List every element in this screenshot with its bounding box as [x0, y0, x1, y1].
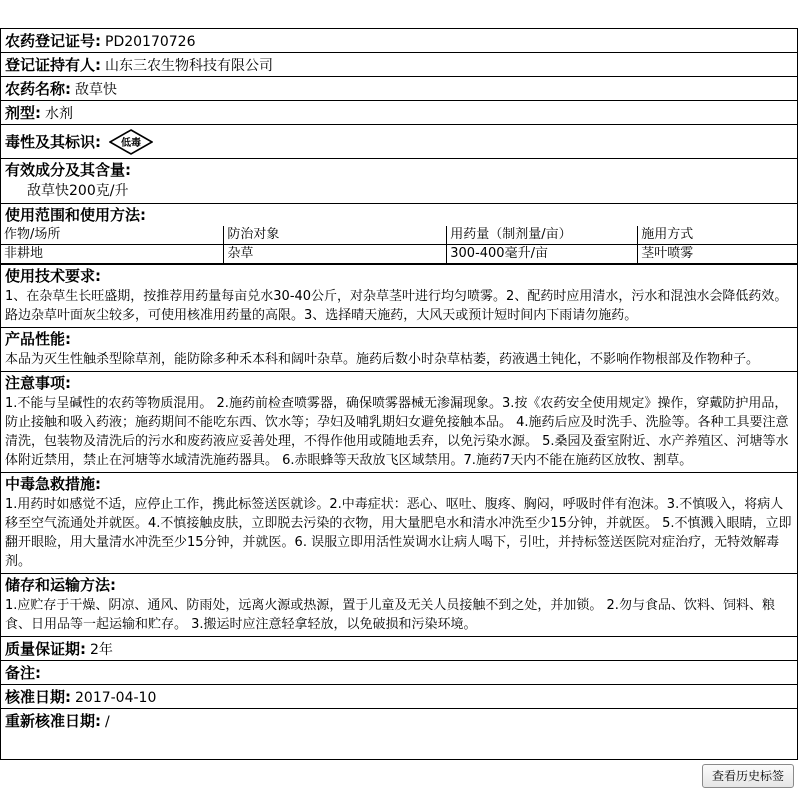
reapproval-value: /: [105, 714, 110, 730]
reg-no-value: PD20170726: [105, 34, 196, 50]
view-history-label-button[interactable]: 查看历史标签: [702, 764, 794, 788]
approval-label: 核准日期:: [5, 688, 71, 706]
storage-text: 1.应贮存于干燥、阴凉、通风、防雨处，远离火源或热源，置于儿童及无关人员接触不到之处，并加锁。 2.勿与食品、饮料、饲料、粮食、日用品等一起运输和贮存。 3.搬运时应注意轻拿轻放，以免破损和污染环境。: [5, 598, 775, 632]
usage-header-cell: 防治对象: [224, 226, 447, 245]
table-row: [1, 245, 797, 264]
name-row: [1, 77, 797, 101]
approval-value: 2017-04-10: [75, 690, 157, 706]
storage-label: 储存和运输方法:: [5, 576, 116, 594]
toxicity-label: 毒性及其标识:: [5, 133, 101, 151]
remarks-row: [1, 661, 797, 685]
ingredients-section: [1, 159, 797, 204]
performance-section: [1, 328, 797, 372]
usage-header-row: [1, 226, 797, 245]
warranty-row: [1, 637, 797, 661]
firstaid-section: [1, 473, 797, 574]
notes-text: 1.不能与呈碱性的农药等物质混用。 2.施药前检查喷雾器，确保喷雾器械无渗漏现象。3.按《农药安全使用规定》操作，穿戴防护用品，防止接触和吸入药液；施药期间不能吃东西、饮水等；孕妇及哺乳期妇女避免接触本品。 4.施药后应及时洗手、洗脸等。各种工具要注意清洗，包装物及清洗后的污水和废药液应妥善处理，不得作他用或随地丢弃，以免污染水源。 5.桑园及蚕室附近、水产养殖区、河塘等水体附近禁用，禁止在河塘等水域清洗施药器具。 6.赤眼蜂等天敌放飞区域禁用。7.施药7天内不能在施药区放牧、割草。: [5, 396, 789, 468]
usage-cell-method: 茎叶喷雾: [638, 245, 797, 264]
performance-label: 产品性能:: [5, 330, 71, 348]
performance-text: 本品为灭生性触杀型除草剂，能防除多种禾本科和阔叶杂草。施药后数小时杂草枯萎，药液遇土钝化，不影响作物根部及作物种子。: [5, 352, 760, 367]
approval-row: [1, 685, 797, 709]
holder-row: [1, 53, 797, 77]
reg-no-label: 农药登记证号:: [5, 32, 101, 50]
usage-header-cell: 施用方式: [638, 226, 797, 245]
usage-cell-crop: 非耕地: [1, 245, 224, 264]
ingredients-label: 有效成分及其含量:: [5, 161, 131, 179]
notes-section: [1, 372, 797, 473]
reapproval-label: 重新核准日期:: [5, 712, 101, 730]
warranty-label: 质量保证期:: [5, 640, 86, 658]
usage-header-cell: 用药量（制剂量/亩）: [447, 226, 638, 245]
holder-label: 登记证持有人:: [5, 56, 101, 74]
storage-section: [1, 574, 797, 637]
toxicity-badge-text: 低毒: [121, 137, 141, 149]
ingredients-value: 敌草快200克/升: [27, 183, 129, 199]
name-label: 农药名称:: [5, 80, 71, 98]
tech-text: 1、在杂草生长旺盛期，按推荐用药量每亩兑水30-40公斤，对杂草茎叶进行均匀喷雾。2、配药时应用清水，污水和混浊水会降低药效。路边杂草叶面灰尘较多，可使用核准用药量的高限。3、选择晴天施药，大风天或预计短时间内下雨请勿施药。: [5, 289, 788, 323]
formulation-label: 剂型:: [5, 104, 41, 122]
label-panel: [0, 28, 798, 760]
warranty-value: 2年: [90, 642, 113, 658]
usage-header-cell: 作物/场所: [1, 226, 224, 245]
usage-label: 使用范围和使用方法:: [5, 206, 146, 224]
usage-cell-target: 杂草: [224, 245, 447, 264]
tech-section: [1, 265, 797, 328]
reg-no-row: [1, 29, 797, 53]
low-toxicity-icon: [109, 129, 153, 155]
notes-label: 注意事项:: [5, 374, 71, 392]
formulation-row: [1, 101, 797, 125]
remarks-label: 备注:: [5, 664, 41, 682]
reapproval-row: [1, 709, 797, 733]
toxicity-row: [1, 125, 797, 159]
usage-table: [1, 226, 797, 264]
formulation-value: 水剂: [45, 106, 73, 122]
tech-label: 使用技术要求:: [5, 267, 101, 285]
usage-cell-dosage: 300-400毫升/亩: [447, 245, 638, 264]
name-value: 敌草快: [75, 82, 117, 98]
usage-section: [1, 204, 797, 265]
firstaid-label: 中毒急救措施:: [5, 475, 101, 493]
holder-value: 山东三农生物科技有限公司: [105, 58, 273, 74]
firstaid-text: 1.用药时如感觉不适，应停止工作，携此标签送医就诊。2.中毒症状：恶心、呕吐、腹疼、胸闷，呼吸时伴有泡沫。3.不慎吸入，将病人移至空气流通处并就医。4.不慎接触皮肤，立即脱去污染的衣物，用大量肥皂水和清水冲洗至少15分钟，并就医。 5.不慎溅入眼睛，立即翻开眼睑，用大量清水冲洗至少15分钟，并就医。6. 误服立即用活性炭调水让病人喝下，引吐，并持标签送医院对症治疗，无特效解毒剂。: [5, 497, 792, 569]
